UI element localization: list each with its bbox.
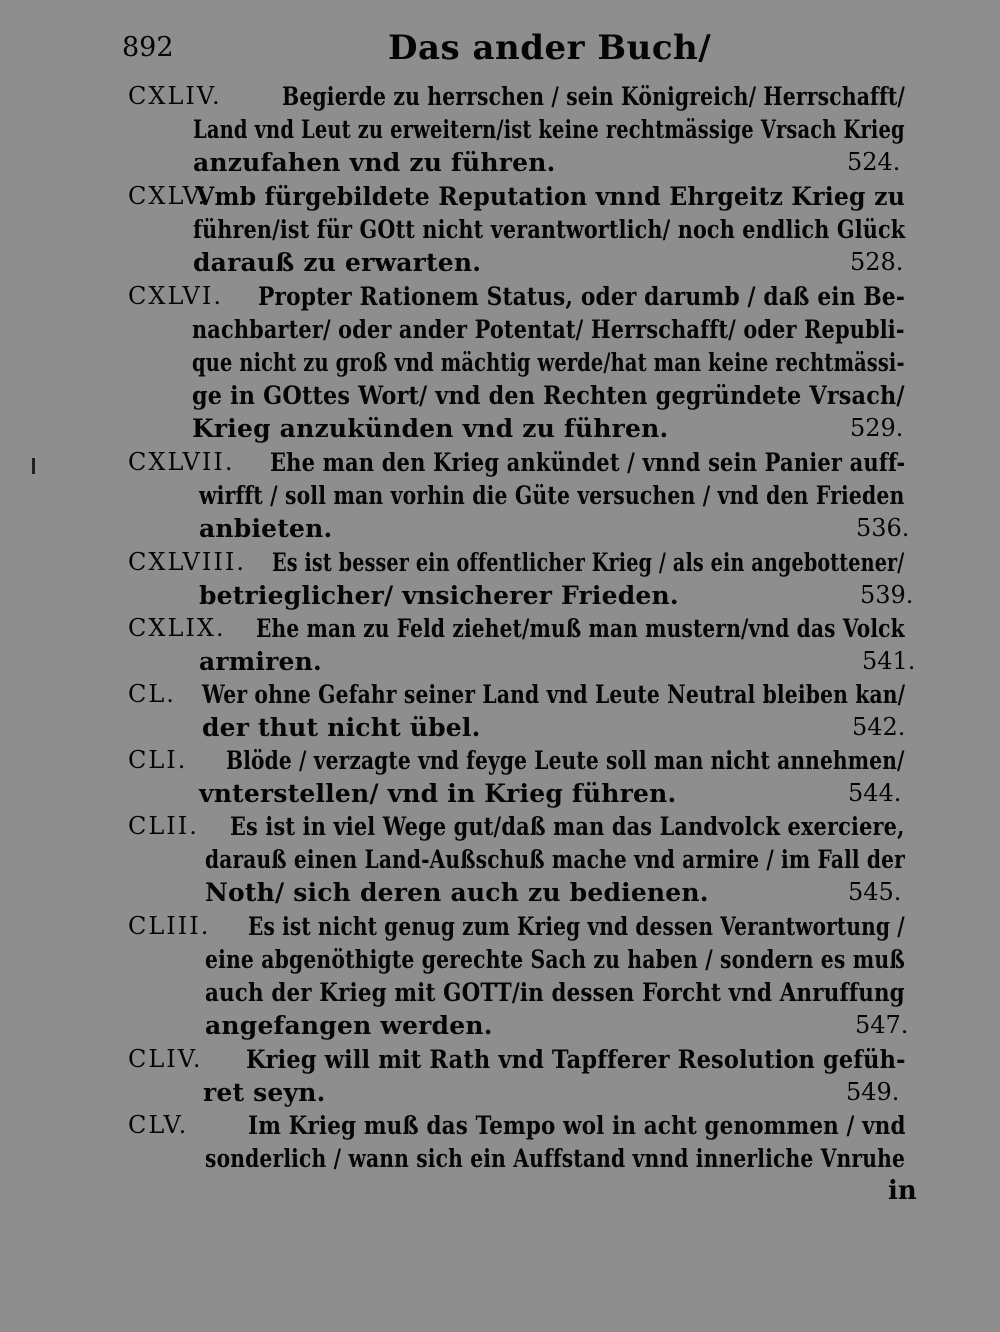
entry-text-line: que nicht zu groß vnd mächtig werde/hat man keine rechtmässi- [192,348,905,377]
entry-number: CXLVII. [128,448,235,476]
entry-text-line: Es ist nicht genug zum Krieg vnd dessen Verantwortung / [248,912,905,941]
entry-text-line: Krieg anzukünden vnd zu führen. [192,414,669,443]
entry-text-line: der thut nicht übel. [202,713,481,742]
entry-page-ref: 539. [860,581,914,609]
entry-text-line: sonderlich / wann sich ein Auffstand vnnd innerliche Vnruhe [205,1144,906,1173]
entry-number: CXLVIII. [128,548,246,576]
entry-number: CLII. [128,812,199,840]
entry-text-line: darauß einen Land-Außschuß mache vnd armire / im Fall der [205,845,905,874]
entry-number: CXLVI. [128,282,223,310]
entry-text-line: Krieg will mit Rath vnd Tapfferer Resolution gefüh- [246,1045,906,1074]
entry-text-line: Es ist in viel Wege gut/daß man das Landvolck exerciere, [230,812,905,841]
entry-text-line: darauß zu erwarten. [193,248,482,277]
entry-number: CXLV. [128,182,208,210]
entry-text-line: Blöde / verzagte vnd feyge Leute soll man nicht annehmen/ [226,746,905,775]
entry-text-line: Land vnd Leut zu erweitern/ist keine rechtmässige Vrsach Krieg [193,115,905,144]
margin-mark [32,458,35,474]
entry-page-ref: 536. [856,514,910,542]
entry-page-ref: 549. [846,1078,900,1106]
entry-text-line: wirfft / soll man vorhin die Güte versuchen / vnd den Frieden [199,481,905,510]
entry-page-ref: 544. [848,779,902,807]
entry-text-line: nachbarter/ oder ander Potentat/ Herrschafft/ oder Republi- [192,315,905,344]
entry-page-ref: 528. [850,248,904,276]
entry-text-line: Wer ohne Gefahr seiner Land vnd Leute Neutral bleiben kan/ [202,680,906,709]
entry-text-line: Noth/ sich deren auch zu bedienen. [205,878,709,907]
entry-text-line: Begierde zu herrschen / sein Königreich/ Herrschafft/ [282,82,905,111]
catchword: in [888,1176,917,1206]
entry-text-line: vnterstellen/ vnd in Krieg führen. [199,779,677,808]
entry-text-line: auch der Krieg mit GOTT/in dessen Forcht vnd Anruffung [205,978,905,1007]
entry-text-line: Es ist besser ein offentlicher Krieg / als ein angebottener/ [272,548,905,577]
entry-number: CL. [128,680,176,708]
entry-page-ref: 524. [847,148,901,176]
entry-text-line: anzufahen vnd zu führen. [193,148,556,177]
entry-number: CLI. [128,746,188,774]
entry-text-line: Vmb fürgebildete Reputation vnnd Ehrgeitz Krieg zu [196,182,906,211]
entry-text-line: betrieglicher/ vnsicherer Frieden. [199,581,679,610]
entry-number: CXLIV. [128,82,222,110]
entry-page-ref: 545. [848,878,902,906]
running-title: Das ander Buch/ [388,28,712,68]
entry-text-line: eine abgenöthigte gerechte Sach zu haben / sondern es muß [205,945,905,974]
page-number: 892 [122,32,174,63]
entry-text-line: anbieten. [199,514,333,543]
entry-number: CXLIX. [128,614,226,642]
entry-page-ref: 542. [852,713,906,741]
entry-text-line: ge in GOttes Wort/ vnd den Rechten gegründete Vrsach/ [192,381,905,410]
entry-text-line: Ehe man zu Feld ziehet/muß man mustern/vnd das Volck [256,614,905,643]
entry-page-ref: 547. [855,1011,909,1039]
entry-page-ref: 541. [862,647,916,675]
entry-text-line: Ehe man den Krieg ankündet / vnnd sein Panier auff- [270,448,906,477]
entry-text-line: angefangen werden. [205,1011,493,1040]
entry-number: CLIII. [128,912,211,940]
entry-number: CLV. [128,1111,189,1139]
entry-page-ref: 529. [850,414,904,442]
entry-text-line: führen/ist für GOtt nicht verantwortlich/ noch endlich Glück [193,215,906,244]
entry-text-line: Im Krieg muß das Tempo wol in acht genommen / vnd [248,1111,906,1140]
entry-text-line: armiren. [199,647,322,676]
entry-text-line: ret seyn. [203,1078,326,1107]
entry-number: CLIV. [128,1045,203,1073]
entry-text-line: Propter Rationem Status, oder darumb / daß ein Be- [258,282,906,311]
